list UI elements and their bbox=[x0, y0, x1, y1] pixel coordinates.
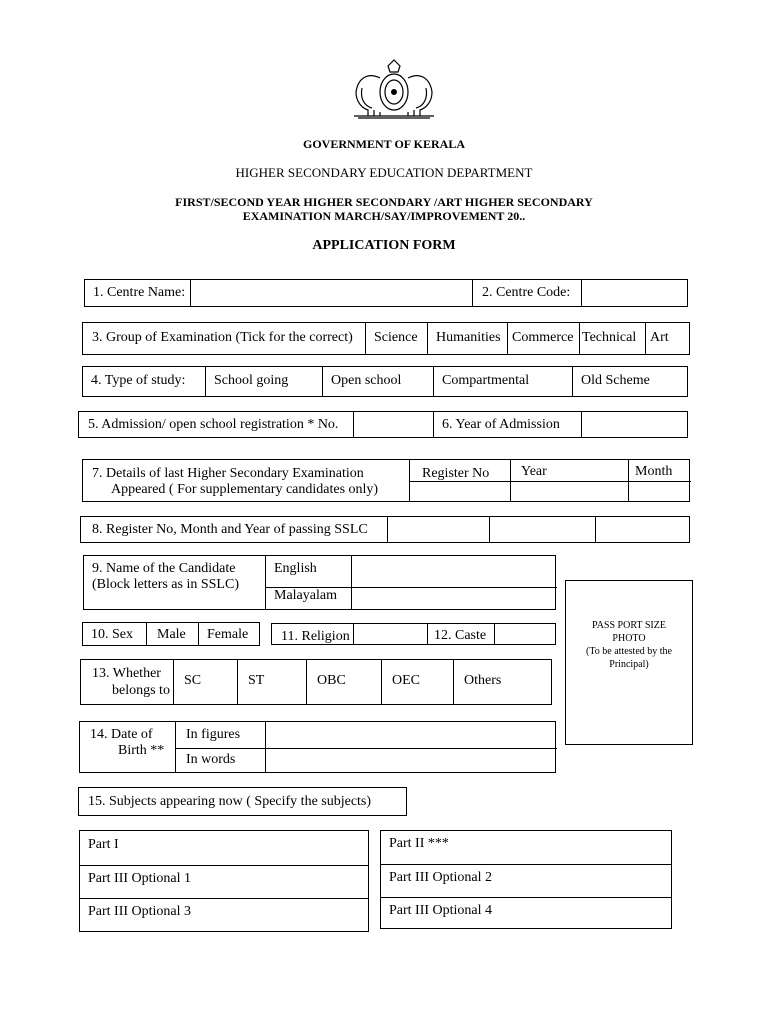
name-grid bbox=[265, 556, 557, 609]
group-label: 3. Group of Examination (Tick for the correct) bbox=[92, 330, 353, 345]
option-st[interactable]: ST bbox=[237, 660, 306, 704]
option-technical[interactable]: Technical bbox=[579, 323, 645, 354]
row-dob bbox=[79, 721, 556, 773]
option-art[interactable]: Art bbox=[645, 323, 691, 354]
option-humanities[interactable]: Humanities bbox=[427, 323, 507, 354]
header-government: GOVERNMENT OF KERALA bbox=[302, 137, 465, 151]
header-department: HIGHER SECONDARY EDUCATION DEPARTMENT bbox=[235, 165, 533, 180]
dob-fields[interactable] bbox=[265, 722, 558, 772]
religion-field[interactable] bbox=[353, 624, 427, 644]
subjects-heading: 15. Subjects appearing now ( Specify the subjects) bbox=[88, 794, 372, 809]
category-label-1: 13. Whether bbox=[92, 666, 161, 681]
centre-code-label-cell bbox=[472, 280, 581, 306]
row-group bbox=[82, 322, 690, 355]
row-sex bbox=[82, 622, 260, 646]
option-male[interactable]: Male bbox=[146, 623, 198, 645]
dob-grid bbox=[175, 722, 557, 772]
malayalam-label: Malayalam bbox=[274, 588, 337, 603]
option-oec[interactable]: OEC bbox=[381, 660, 453, 704]
option-sc[interactable]: SC bbox=[173, 660, 237, 704]
photo-line-1: PASS PORT SIZE bbox=[592, 620, 666, 631]
name-label-1: 9. Name of the Candidate bbox=[92, 561, 236, 576]
dob-label-2: Birth ** bbox=[118, 743, 165, 758]
religion-label: 11. Religion bbox=[281, 629, 350, 644]
year-admission-field[interactable] bbox=[581, 412, 689, 437]
option-science[interactable]: Science bbox=[365, 323, 427, 354]
option-compartmental[interactable]: Compartmental bbox=[433, 367, 572, 396]
year-admission-label-cell bbox=[433, 412, 581, 437]
kerala-emblem-icon bbox=[350, 58, 438, 120]
subject-part-3-optional-2: Part III Optional 2 bbox=[389, 870, 493, 885]
form-title: APPLICATION FORM bbox=[312, 238, 456, 253]
photo-line-3: (To be attested by the bbox=[586, 646, 672, 657]
dob-label-1: 14. Date of bbox=[90, 727, 153, 742]
option-school-going[interactable]: School going bbox=[205, 367, 322, 396]
sex-label: 10. Sex bbox=[91, 627, 133, 642]
header-exam-line1: FIRST/SECOND YEAR HIGHER SECONDARY /ART HIGHER SECONDARY bbox=[175, 195, 593, 209]
row-study-type bbox=[82, 366, 688, 397]
photo-line-2: PHOTO bbox=[612, 633, 646, 644]
sslc-month-field[interactable] bbox=[489, 517, 595, 542]
last-exam-label-2: Appeared ( For supplementary candidates only) bbox=[111, 482, 379, 497]
subjects-left[interactable] bbox=[79, 830, 369, 932]
name-label-2: (Block letters as in SSLC) bbox=[92, 577, 239, 592]
admission-no-field[interactable] bbox=[353, 412, 433, 437]
caste-label-cell bbox=[427, 624, 494, 644]
row-sslc bbox=[80, 516, 690, 543]
option-female[interactable]: Female bbox=[198, 623, 261, 645]
row-last-exam bbox=[82, 459, 690, 502]
year-admission-label: 6. Year of Admission bbox=[442, 417, 560, 432]
option-open-school[interactable]: Open school bbox=[322, 367, 433, 396]
centre-name-field[interactable] bbox=[190, 280, 472, 306]
row-admission bbox=[78, 411, 688, 438]
photo-line-4: Principal) bbox=[609, 659, 649, 670]
centre-code-field[interactable] bbox=[581, 280, 689, 306]
row-name bbox=[83, 555, 556, 610]
last-exam-label-1: 7. Details of last Higher Secondary Examination bbox=[92, 466, 364, 481]
subject-part-2: Part II *** bbox=[389, 836, 449, 851]
photo-box bbox=[565, 580, 693, 745]
month-cell[interactable] bbox=[628, 460, 692, 501]
header-exam-line2: EXAMINATION MARCH/SAY/IMPROVEMENT 20.. bbox=[242, 209, 526, 223]
row-religion-caste bbox=[271, 623, 556, 645]
year-cell[interactable] bbox=[510, 460, 628, 501]
admission-label: 5. Admission/ open school registration * No. bbox=[88, 417, 339, 432]
option-others[interactable]: Others bbox=[453, 660, 553, 704]
option-commerce[interactable]: Commerce bbox=[507, 323, 579, 354]
caste-label: 12. Caste bbox=[434, 628, 487, 643]
sslc-register-field[interactable] bbox=[387, 517, 489, 542]
sslc-year-field[interactable] bbox=[595, 517, 691, 542]
sslc-label: 8. Register No, Month and Year of passing SSLC bbox=[92, 522, 368, 537]
last-exam-grid bbox=[409, 460, 691, 501]
category-label-2: belongs to bbox=[112, 683, 170, 698]
row-subjects-heading bbox=[78, 787, 407, 816]
subject-part-3-optional-4: Part III Optional 4 bbox=[389, 903, 493, 918]
in-words-label: In words bbox=[186, 752, 236, 767]
caste-field[interactable] bbox=[494, 624, 557, 644]
centre-name-label: 1. Centre Name: bbox=[93, 285, 186, 300]
subject-part-3-optional-1: Part III Optional 1 bbox=[88, 871, 192, 886]
name-fields[interactable] bbox=[351, 556, 558, 609]
year-label: Year bbox=[521, 464, 547, 479]
subject-part-1: Part I bbox=[88, 837, 119, 852]
subjects-right[interactable] bbox=[380, 830, 672, 929]
subject-part-3-optional-3: Part III Optional 3 bbox=[88, 904, 192, 919]
row-category bbox=[80, 659, 552, 705]
centre-code-label: 2. Centre Code: bbox=[482, 285, 571, 300]
option-old-scheme[interactable]: Old Scheme bbox=[572, 367, 689, 396]
option-obc[interactable]: OBC bbox=[306, 660, 381, 704]
register-no-label: Register No bbox=[422, 466, 490, 481]
month-label: Month bbox=[635, 464, 673, 479]
in-figures-label: In figures bbox=[186, 727, 241, 742]
row-centre bbox=[84, 279, 688, 307]
study-type-label: 4. Type of study: bbox=[91, 373, 186, 388]
english-label: English bbox=[274, 561, 317, 576]
